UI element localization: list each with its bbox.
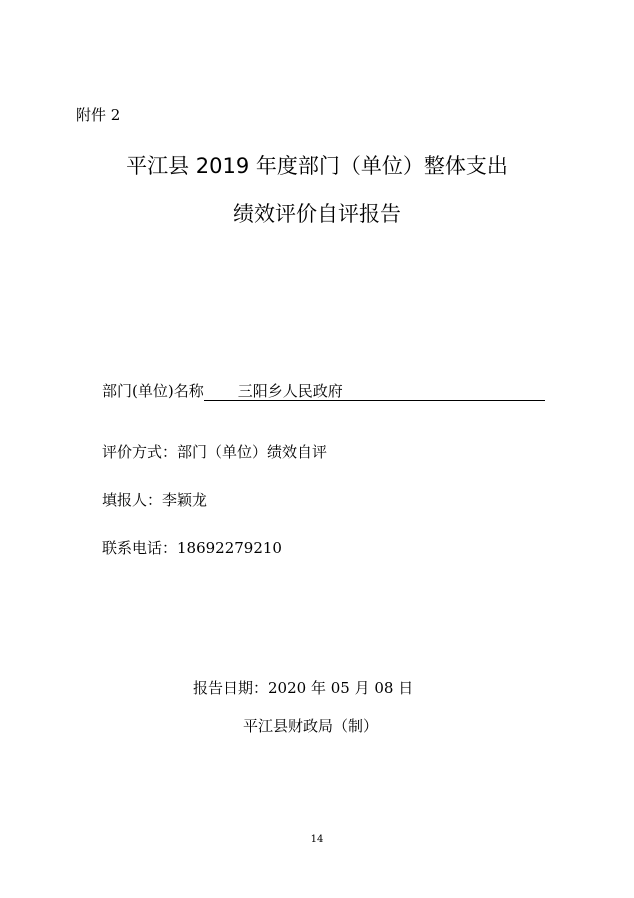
report-date-line: 报告日期：2020 年 05 月 08 日 bbox=[193, 679, 414, 697]
report-title-line-1: 平江县 2019 年度部门（单位）整体支出 bbox=[126, 154, 508, 178]
attachment-label: 附件 2 bbox=[76, 106, 121, 124]
contact-phone-line: 联系电话：18692279210 bbox=[102, 539, 282, 557]
department-name-label: 部门(单位)名称 bbox=[102, 382, 204, 400]
department-name-value: 三阳乡人民政府 bbox=[204, 383, 545, 401]
issuer-line: 平江县财政局（制） bbox=[243, 717, 379, 735]
filler-line: 填报人：李颖龙 bbox=[102, 491, 208, 509]
department-name-field bbox=[102, 380, 545, 401]
report-title-line-2: 绩效评价自评报告 bbox=[233, 202, 401, 226]
evaluation-method-line: 评价方式：部门（单位）绩效自评 bbox=[102, 443, 328, 461]
page-number: 14 bbox=[310, 834, 324, 845]
